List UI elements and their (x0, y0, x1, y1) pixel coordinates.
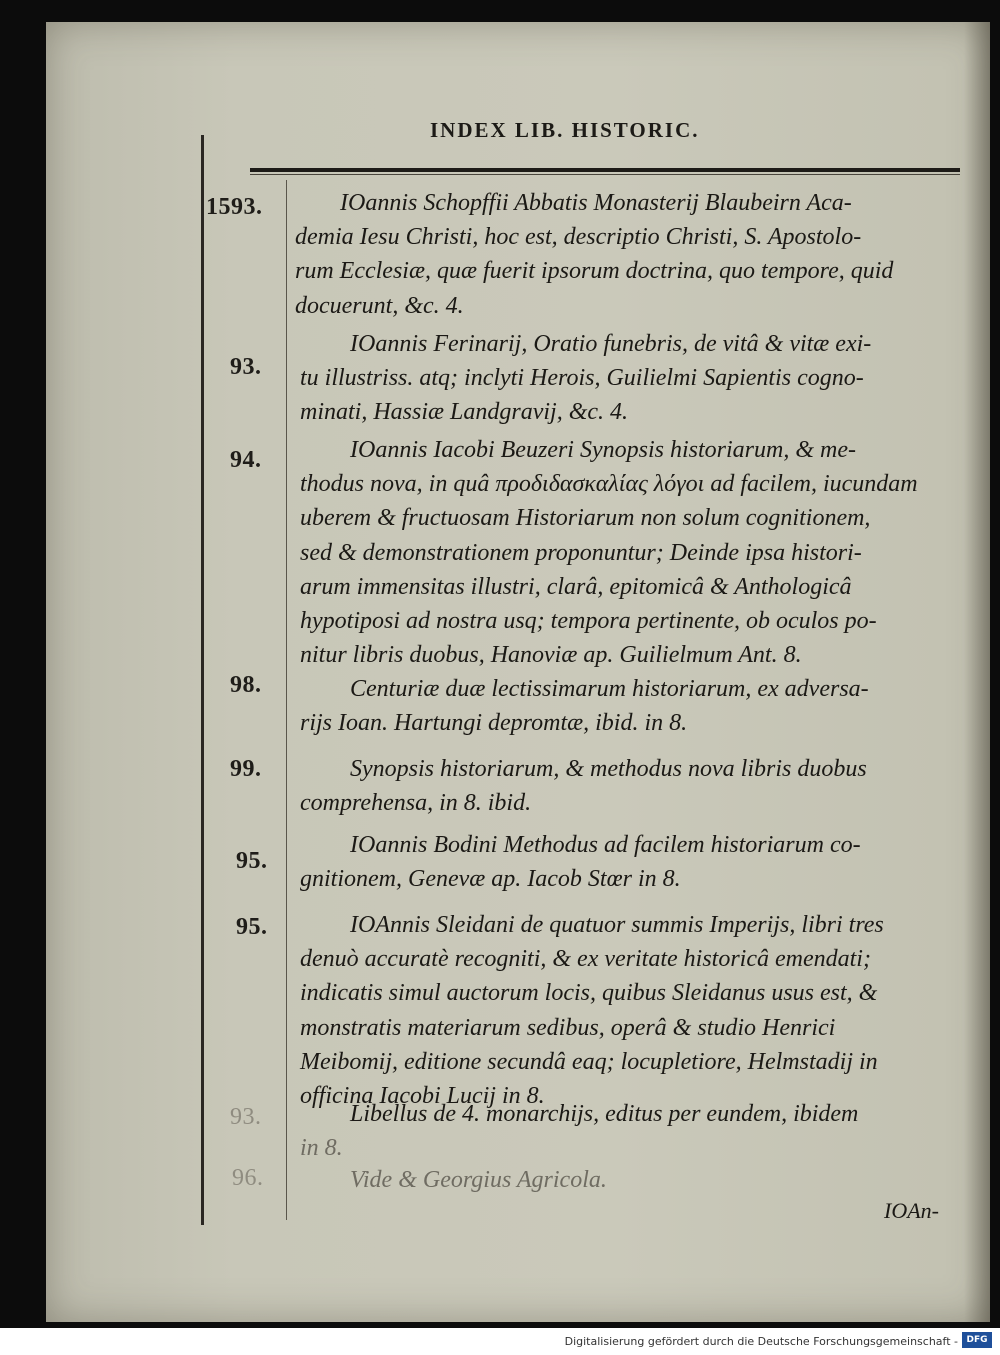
catalog-entry: Synopsis historiarum, & methodus nova libris duobus comprehensa, in 8. ibid. (300, 756, 867, 817)
catalog-entry: IOAnnis Sleidani de quatuor summis Imperijs, libri tres denuò accuratè recogniti, & ex veritate historicâ emendati; indicatis simul auctorum locis, quibus Sleidanus usus est, & monstratis materiarum sedibus, operâ & studio Henrici Meibomij, editione secundâ eaq; locupletiore, Helmstadij in officina Iacobi Lucij in 8. (300, 912, 884, 1110)
running-header: INDEX LIB. HISTORIC. (430, 118, 700, 142)
year-label: 93. (230, 354, 262, 380)
year-label: 93. (230, 1104, 262, 1130)
inner-margin-rule (286, 180, 287, 1220)
header-rule-thin (250, 174, 960, 175)
page-edge-shadow (964, 22, 990, 1322)
year-label: 94. (230, 447, 262, 473)
funding-notice: Digitalisierung gefördert durch die Deutsche Forschungsgemeinschaft - (564, 1335, 958, 1348)
catalog-entry: IOannis Ferinarij, Oratio funebris, de vitâ & vitæ exi- tu illustriss. atq; inclyti Herois, Guilielmi Sapientis cogno- minati, Hassiæ Landgravij, &c. 4. (300, 331, 872, 426)
margin-rule (201, 135, 204, 1225)
year-label: 95. (236, 914, 268, 940)
catalog-entry: Vide & Georgius Agricola. (350, 1167, 607, 1193)
year-label: 95. (236, 848, 268, 874)
catalog-entry: Centuriæ duæ lectissimarum historiarum, ex adversa- rijs Ioan. Hartungi depromtæ, ibid. in 8. (300, 676, 869, 737)
header-rule (250, 168, 960, 172)
year-label: 98. (230, 672, 262, 698)
year-label: 96. (232, 1165, 264, 1191)
catalog-entry: Libellus de 4. monarchijs, editus per eundem, ibidem in 8. (300, 1101, 859, 1162)
catalog-entry: IOannis Bodini Methodus ad facilem historiarum co- gnitionem, Genevæ ap. Iacob Stœr in 8. (300, 832, 861, 893)
catchword: IOAn- (884, 1198, 939, 1223)
year-label: 99. (230, 756, 262, 782)
catalog-entry: IOannis Schopffii Abbatis Monasterij Blaubeirn Aca- demia Iesu Christi, hoc est, descriptio Christi, S. Apostolo- rum Ecclesiæ, quæ fuerit ipsorum doctrina, quo tempore, quid docuerunt, &c. 4. (295, 190, 894, 319)
dfg-logo-icon: DFG (962, 1332, 992, 1348)
year-label: 1593. (206, 194, 263, 220)
catalog-entry: IOannis Iacobi Beuzeri Synopsis historiarum, & me- thodus nova, in quâ προδιδασκαλίας λόγοι ad facilem, iucundam uberem & fructuosam Historiarum non solum cognitionem, sed & demonstrationem proponuntur; Deinde ipsa histori- arum immensitas illustri, clarâ, epitomicâ & Anthologicâ hypotiposi ad nostra usq; tempora pertinente, ob oculos po- nitur libris duobus, Hanoviæ ap. Guilielmum Ant. 8. (300, 437, 918, 669)
